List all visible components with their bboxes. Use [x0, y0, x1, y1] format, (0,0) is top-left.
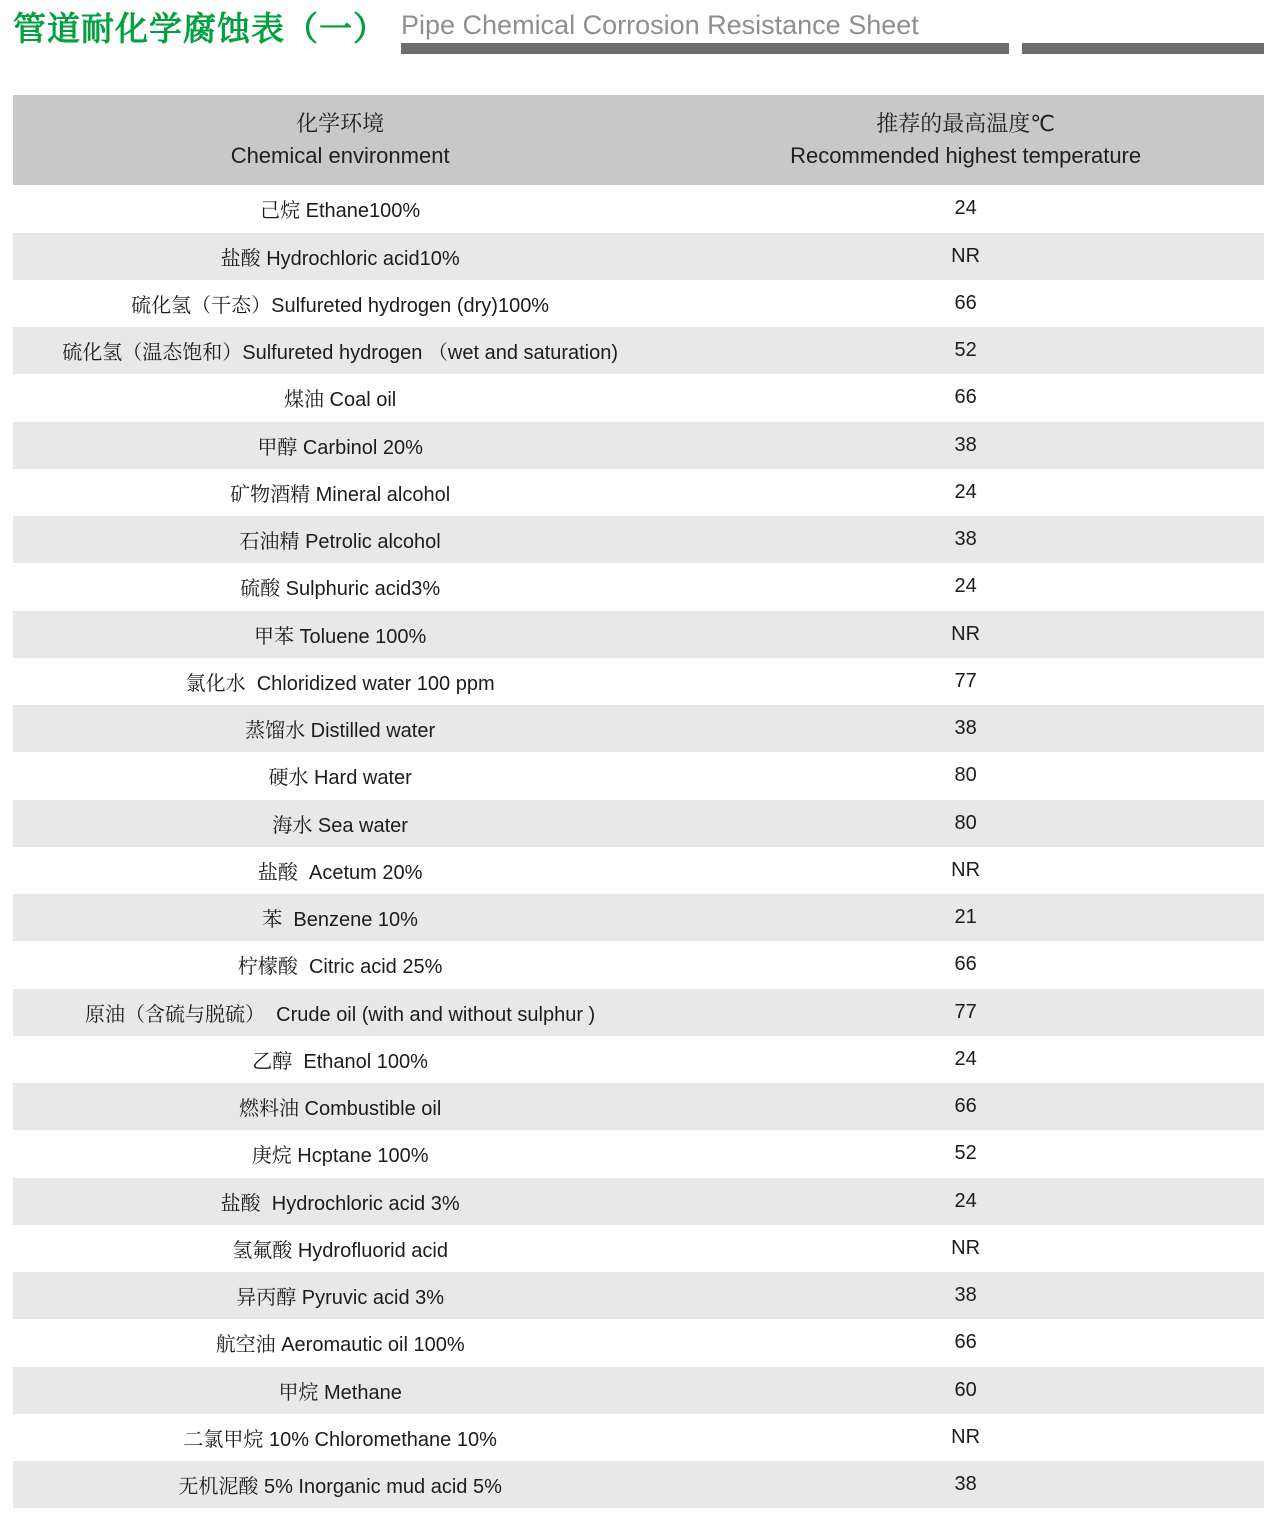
temperature-cell: 24 [954, 575, 977, 598]
temperature-cell: 52 [954, 1142, 977, 1165]
temperature-cell: NR [951, 622, 981, 645]
underline-bar-long [401, 43, 1009, 54]
table-row [13, 752, 1264, 799]
environment-cell: 苯 Benzene 10% [262, 909, 418, 932]
temperature-cell: 38 [954, 1473, 977, 1496]
table-row [13, 1225, 1264, 1272]
temperature-cell: 24 [954, 197, 977, 220]
table-row [13, 1272, 1264, 1319]
temperature-cell: 80 [954, 764, 977, 787]
temperature-cell: 66 [954, 1331, 977, 1354]
environment-cell: 煤油 Coal oil [284, 389, 397, 412]
environment-cell: 硫化氢（温态饱和）Sulfureted hydrogen （wet and saturation) [62, 342, 619, 365]
environment-cell: 硫化氢（干态）Sulfureted hydrogen (dry)100% [131, 294, 550, 317]
environment-cell: 硬水 Hard water [268, 767, 412, 790]
environment-cell: 燃料油 Combustible oil [238, 1098, 442, 1121]
environment-cell: 甲烷 Methane [278, 1381, 402, 1404]
corrosion-resistance-table [13, 95, 1264, 1508]
environment-cell: 氢氟酸 Hydrofluorid acid [232, 1239, 448, 1262]
page-title-zh: 管道耐化学腐蚀表（一） [13, 10, 387, 47]
page-title-en: Pipe Chemical Corrosion Resistance Sheet [401, 10, 919, 40]
environment-cell: 异丙醇 Pyruvic acid 3% [236, 1287, 445, 1310]
table-row [13, 1083, 1264, 1130]
column-header-environment [13, 108, 667, 172]
temperature-cell: NR [951, 1425, 981, 1448]
table-row [13, 1414, 1264, 1461]
table-row [13, 1178, 1264, 1225]
environment-cell: 甲苯 Toluene 100% [253, 625, 427, 648]
table-row [13, 989, 1264, 1036]
column-header-environment-en: Chemical environment [230, 143, 450, 169]
table-row [13, 658, 1264, 705]
table-row [13, 516, 1264, 563]
table-row [13, 611, 1264, 658]
environment-cell: 盐酸 Hydrochloric acid10% [220, 247, 460, 270]
temperature-cell: 38 [954, 528, 977, 551]
environment-cell: 氯化水 Chloridized water 100 ppm [185, 672, 495, 695]
header-underline-bars [401, 43, 1264, 54]
table-row [13, 1367, 1264, 1414]
temperature-cell: 66 [954, 1095, 977, 1118]
table-row [13, 1461, 1264, 1508]
temperature-cell: 38 [954, 433, 977, 456]
table-row [13, 422, 1264, 469]
environment-cell: 乙醇 Ethanol 100% [252, 1050, 428, 1073]
environment-cell: 原油（含硫与脱硫） Crude oil (with and without sulphur ) [85, 1003, 596, 1026]
column-header-temperature-en: Recommended highest temperature [790, 143, 1142, 169]
page-header-right [401, 8, 1264, 54]
environment-cell: 海水 Sea water [272, 814, 408, 837]
table-row [13, 374, 1264, 421]
table-row [13, 847, 1264, 894]
temperature-cell: 66 [954, 291, 977, 314]
table-row [13, 894, 1264, 941]
environment-cell: 甲醇 Carbinol 20% [257, 436, 423, 459]
environment-cell: 己烷 Ethane100% [260, 200, 421, 223]
table-row [13, 800, 1264, 847]
table-row [13, 280, 1264, 327]
temperature-cell: 52 [954, 339, 977, 362]
environment-cell: 盐酸 Hydrochloric acid 3% [220, 1192, 460, 1215]
temperature-cell: 77 [954, 1000, 977, 1023]
environment-cell: 柠檬酸 Citric acid 25% [237, 956, 443, 979]
table-row [13, 233, 1264, 280]
page-header [13, 8, 1264, 54]
temperature-cell: 66 [954, 386, 977, 409]
temperature-cell: 60 [954, 1378, 977, 1401]
column-header-temperature [667, 108, 1264, 172]
table-row [13, 705, 1264, 752]
table-row [13, 1319, 1264, 1366]
temperature-cell: NR [951, 244, 981, 267]
temperature-cell: 24 [954, 1189, 977, 1212]
temperature-cell: 38 [954, 717, 977, 740]
table-row [13, 563, 1264, 610]
table-row [13, 469, 1264, 516]
table-row [13, 327, 1264, 374]
temperature-cell: NR [951, 1236, 981, 1259]
temperature-cell: 66 [954, 953, 977, 976]
temperature-cell: 24 [954, 480, 977, 503]
temperature-cell: 21 [954, 906, 977, 929]
temperature-cell: 24 [954, 1047, 977, 1070]
environment-cell: 盐酸 Acetum 20% [257, 861, 423, 884]
table-row [13, 185, 1264, 232]
temperature-cell: 77 [954, 669, 977, 692]
environment-cell: 航空油 Aeromautic oil 100% [215, 1334, 465, 1357]
environment-cell: 庚烷 Hcptane 100% [251, 1145, 429, 1168]
environment-cell: 蒸馏水 Distilled water [245, 720, 436, 743]
table-body [13, 185, 1264, 1508]
column-header-environment-zh: 化学环境 [296, 111, 385, 137]
temperature-cell: NR [951, 858, 981, 881]
environment-cell: 矿物酒精 Mineral alcohol [230, 483, 451, 506]
table-header-row [13, 95, 1264, 185]
table-row [13, 1036, 1264, 1083]
temperature-cell: 38 [954, 1284, 977, 1307]
underline-bar-short [1022, 43, 1264, 54]
environment-cell: 无机泥酸 5% Inorganic mud acid 5% [178, 1476, 502, 1499]
temperature-cell: 80 [954, 811, 977, 834]
environment-cell: 石油精 Petrolic alcohol [239, 531, 441, 554]
table-row [13, 1130, 1264, 1177]
environment-cell: 硫酸 Sulphuric acid3% [240, 578, 441, 601]
table-row [13, 941, 1264, 988]
environment-cell: 二氯甲烷 10% Chloromethane 10% [183, 1428, 497, 1451]
column-header-temperature-zh: 推荐的最高温度℃ [876, 111, 1055, 137]
